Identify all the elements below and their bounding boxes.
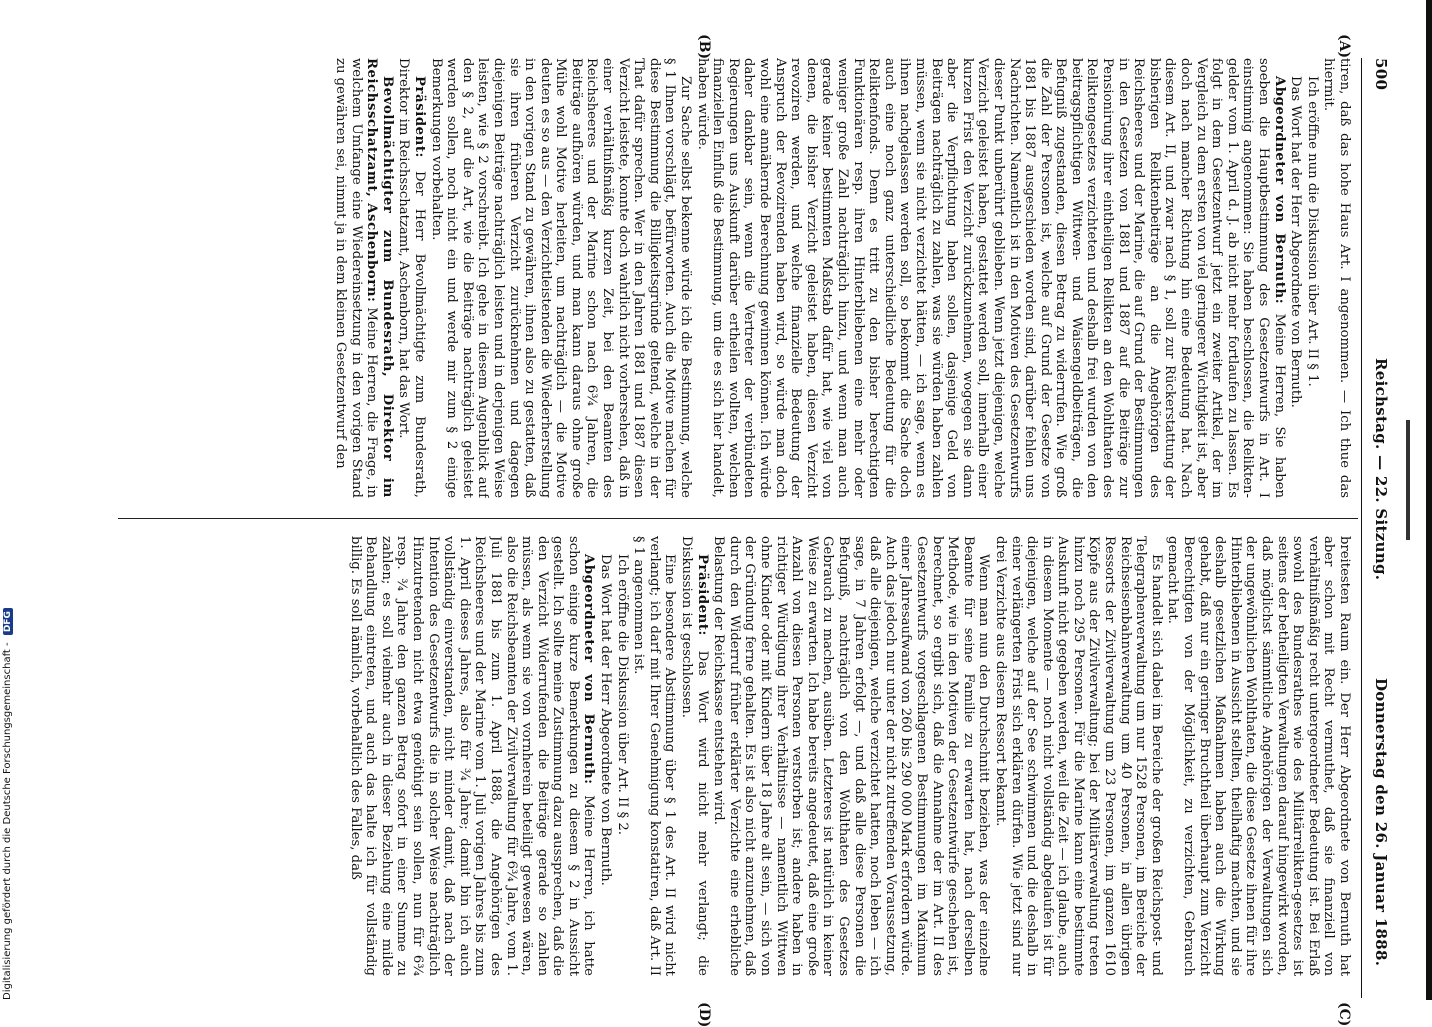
paragraph-text: Meine Herren, Sie haben soeben die Hauptbestimmung des Gesetzentwurfs in Art. I einstimmig angenommen: Sie haben beschlossen, die Relikten-gelder vom 1. April d. J. ab nicht mehr fortlaufen zu lassen. Es folgt in dem Gesetzentwurf jetzt ein zweiter Artikel, der im Vergleich zu dem ersten von viel geringerer Wichtigkeit ist, aber doch nach mancher Richtung hin eine Bedeutung hat. Nach diesem Art. II, und zwar nach § 1, soll zur Rückerstattung der bisherigen Reliktenbeiträge an die Angehörigen des Reichsheeres und der Marine, die auf Grund der Bestimmungen in den Gesetzen von 1881 und 1887 auf die Beiträge zur Pensionirung ihrer eintheiligen Relikten an den Wohlthaten des Reliktengesetzes verzichteten und deshalb frei wurden von den beitragspflichtigen Wittwen- und Waisengeldbeiträgen, die Befugniß zugestanden, diesen Betrag zu widerrufen. Wie groß die Zahl der Personen ist, welche auf Grund der Gesetze von 1881 bis 1887 ausgeschieden worden sind, darüber fehlen uns Nachrichten. Namentlich ist in den Motiven des Gesetzentwurfs dieser Punkt unberührt geblieben. Wenn jetzt diejenigen, welche Verzicht geleistet haben, gestattet werden soll, innerhalb einer kurzen Frist den Verzicht zurückzunehmen, wogegen sie dann aber die Verpflichtung haben sollen, dasjenige Geld von Beiträgen nachträglich zu zahlen, was sie würden haben zahlen müssen, wenn sie nicht verzichtet hätten, — ich sage, wenn es ihnen nachgelassen werden soll, so bekommt die Sache doch auch eine noch ganz unterschiedliche Bedeutung für die Reliktenfonds. Denn es tritt zu den bisher berechtigten Funktionären resp. ihren Hinterbliebenen eine mehr oder weniger große Zahl nachträglich hinzu, und wenn man auch gerade keiner bestimmten Maßstab dafür hat, wie viel von denen, die bisher Verzicht geleistet haben, diesen Verzicht revoziren werden, und welche finanzielle Bedeutung der Anspruch der Revozirenden haben wird, so würde man doch wohl eine annähernde Berechnung gewinnen können. Ich würde daher dankbar sein, wenn die Vertreter der verbündeten Regierungen uns Auskunft darüber ertheilen wollten, welchen finanziellen Einfluß die Bestimmung, um die es sich hier handelt, haben würde. xyxy=(694,58,1287,498)
paragraph-text: breitesten Raum ein. Der Herr Abgeordnete von Bernuth hat aber schon mit Recht vermuthet, daß sie finanziell von verhältnißmäßig recht untergeordneter Bedeutung ist. Bei Erlaß sowohl des Bundesrathes wie des Militärrelikten-gesetzes ist seitens der betheiligten Verwaltungen darauf hingewirkt worden, daß möglichst sämmtliche Angehörigen der Verwaltungen sich der ungewöhnlichen Wohlthaten, die diese Gesetze ihnen für ihre Hinterbliebenen in Aussicht stellten, theilhaftig machten, und sie deshalb gesetzlichen Maßnahmen haben auch die Wirkung gehabt, daß nur ein geringer Bruchtheil überhaupt zum Verzicht Berechtigten von der Möglichkeit, zu verzichten, Gebrauch gemacht hat. xyxy=(1165,536,1352,976)
paragraph-text: Der Herr Bevollmächtigte zum Bundesrath, Direktor im Reichsschatzamt, Aschenborn, hat das Wort. xyxy=(396,58,427,498)
paragraph-text: Ich eröffne die Diskussion über Art. II § 2. xyxy=(614,554,630,835)
dfg-logo: DFG xyxy=(3,608,13,635)
speaker-name: Präsident: xyxy=(694,554,710,637)
paragraph xyxy=(1288,58,1304,498)
paragraph-text: Zur Sache selbst bekenne würde ich die Bestimmung, welche § 1 Ihnen vorschlägt, befürworten. Auch die Motive machen für diese Bestimmung die Billigkeitsgründe geltend, welche in der That dafür sprechen. Wer in den Jahren 1881 und 1887 diesen Verzicht leistete, konnte doch wahrlich nicht vorhersehen, daß in einer verhältnißmäßig kurzen Zeit, bei den Beamten des Reichsheeres und der Marine schon nach 6¾ Jahren, die Beiträge aufhören würden, und man kann daraus ohne große Mühe wohl Motive herleiten, um nachträglich — die Motive deuten es so aus — den Verzichtleistenden die Wiederherstellung in den vorigen Stand zu gewähren, ihnen also zu gestatten, daß sie ihren früheren Verzicht zurücknehmen und dagegen diejenigen Beiträge nachträglich leisten und in derjenigen Weise leisten, wie § 2 vorschreibt. Ich gehe in diesem Augenblick auf den § 2, auf die Art, wie die Beiträge nachträglich geleistet werden sollen, noch nicht ein und werde mir zum § 2 einige Bemerkungen vorbehalten. xyxy=(428,58,694,498)
paragraph-text: Eine besondere Abstimmung über § 1 des Art. II wird nicht verlangt; ich darf mit Ihrer Genehmigung konstatiren, daß Art. II § 1 angenommen ist. xyxy=(631,536,678,976)
speaker-name: Abgeordneter von Bernuth: xyxy=(581,554,597,785)
margin-mark-a: (A) xyxy=(1336,34,1352,59)
paragraph-text: tiren, daß das hohe Haus Art. I angenommen. — Ich thue das hiermit. xyxy=(1321,58,1352,498)
paragraph-text: Das Wort hat der Herr Abgeordnete von Bernuth. xyxy=(1288,76,1304,408)
page-number: 500 xyxy=(1372,58,1390,91)
margin-mark-b: (B) xyxy=(696,34,712,60)
header-rule xyxy=(1361,58,1362,998)
paragraph xyxy=(992,536,1164,976)
margin-mark-c: (C) xyxy=(1336,1002,1352,1027)
paragraph-text: Meine Herren, ich hatte schon einige kurze Bemerkungen zu diesem § 2 in Aussicht gestellt. Ich sollte meine Zustimmung dazu aussprechen, daß die den Verzicht Widerrufenden die Beiträge gerade so zahlen müssen, als wenn sie von vornherein beteiligt gewesen wären, also die Reichsbeamten der Zivilverwaltung für 6¾ Jahre, vom 1. Juli 1881 bis zum 1. April 1888, die Angehörigen des Reichsheeres und der Marine vom 1. Juli vorigen Jahres bis zum 1. April dieses Jahres, also für ¾ Jahre; damit bin ich auch vollständig einverstanden, nicht minder damit, daß nach der Intention des Gesetzentwurfs die in solcher Weise nachträglich Hinzutretenden nicht etwa genöthigt sein sollen, nun für 6¾ resp. ¾ Jahre den ganzen Betrag sofort in einer Summe zu zahlen; es soll vielmehr auch in dieser Beziehung eine milde Behandlung eintreten, und auch das halte ich für vollständig billig. Es soll nämlich, vorbehaltlich des Falles, daß xyxy=(347,536,597,976)
rotated-document-page xyxy=(92,34,1392,1027)
left-column xyxy=(122,58,1352,498)
paragraph xyxy=(347,536,597,976)
paragraph xyxy=(428,58,693,498)
scan-mark xyxy=(1406,420,1410,540)
speaker-name: Bevollmächtigter zum Bundesrath, Direktor im Reichsschatzamt, Aschenborn: xyxy=(364,58,395,498)
paragraph-text: Ich eröffne nun die Diskussion über Art. II § 1. xyxy=(1304,76,1320,387)
header-title: Reichstag. — 22. Sitzung. xyxy=(1372,358,1390,581)
paragraph xyxy=(678,536,709,976)
speaker-name: Präsident: xyxy=(411,76,427,159)
paragraph xyxy=(396,58,427,498)
paragraph xyxy=(1321,58,1352,498)
scan-edge xyxy=(1426,0,1432,1000)
paragraph xyxy=(1304,58,1320,498)
digitization-footer xyxy=(2,0,18,1000)
paragraph-text: Meine Herren, die Frage, in welchem Umfange eine Wiedereinsetzung in den vorigen Stand zu gewähren sei, nimmt ja in dem kleinen Gesetzentwurf den xyxy=(333,58,380,498)
paragraph xyxy=(631,536,678,976)
paragraph xyxy=(598,536,614,976)
speaker-name: Abgeordneter von Bernuth: xyxy=(1271,76,1287,305)
header-date: Donnerstag den 26. Januar 1888. xyxy=(1372,678,1390,967)
paragraph xyxy=(694,58,1287,498)
paragraph-text: Wenn man nun den Durchschnitt beziehen, was der einzelne Beamte für seine Familie zu erwarten hat, nach derselben Methode, wie in den Motiven der Gesetzentwürfe geschehen ist, berechnet, so ergibt sich, daß die Annahme der im Art. II des Gesetzentwurfs vorgeschlagenen Bestimmungen im Maximum einer Jahresaufwand von 260 bis 290 000 Mark erfordern würde. Auch das jedoch nur unter der nicht zutreffenden Voraussetzung, daß alle diejenigen, welche verzichtet hatten, noch leben — ich sage, in 7 Jahren erfolgt —, und daß alle diese Personen die Befugniß, nachträglich von den Wohlthaten des Gesetzes Gebrauch zu machen, ausüben. Letzteres ist natürlich in keiner Weise zu erwarten. Ich habe bereits angedeutet, daß eine große Anzahl von diesen Personen verstorben ist; andere haben in richtiger Würdigung ihrer Verhältnisse — namentlich Wittwen ohne Kinder oder mit Kindern über 18 Jahre alt sein, — sich von der Gründung ferne gehalten. Es ist also nicht anzunehmen, daß durch den Widerruf früher erklärter Verzichte eine erhebliche Belastung der Reichskasse entstehen wird. xyxy=(711,536,992,976)
margin-mark-d: (D) xyxy=(696,1002,712,1027)
right-column xyxy=(122,536,1352,976)
running-head xyxy=(1364,58,1392,998)
paragraph xyxy=(614,536,630,976)
column-divider xyxy=(118,518,1358,519)
paragraph xyxy=(711,536,992,976)
paragraph-text: Es handelt sich dabei im Bereiche der großen Reichspost- und Telegraphenverwaltung um nur 1528 Personen, im Bereiche der Reichseisenbahnverwaltung um 40 Personen, in allen übrigen Ressorts der Zivilverwaltung um 23 Personen, im ganzen 1610 Köpfe aus der Zivilverwaltung; bei der Militärverwaltung treten hinzu noch 295 Personen. Für die Marine kann eine bestimmte Auskunft nicht gegeben werden, weil die Zeit — ich glaube, auch in diesem Momente — noch nicht vollständig abgelaufen ist für diejenigen, welche auf der See schwimmen und die deshalb in einer verlängerten Frist sich erklären dürfen. Wie jetzt sind nur drei Verzichte aus diesem Ressort bekannt. xyxy=(992,536,1164,976)
paragraph xyxy=(332,58,394,498)
paragraph-text: Das Wort wird nicht mehr verlangt; die Diskussion ist geschlossen. xyxy=(679,536,710,976)
footer-text: Digitalisierung gefördert durch die Deutsche Forschungsgemeinschaft - xyxy=(2,642,13,1000)
paragraph xyxy=(1165,536,1352,976)
paragraph-text: Das Wort hat der Herr Abgeordnete von Bernuth. xyxy=(598,554,614,886)
